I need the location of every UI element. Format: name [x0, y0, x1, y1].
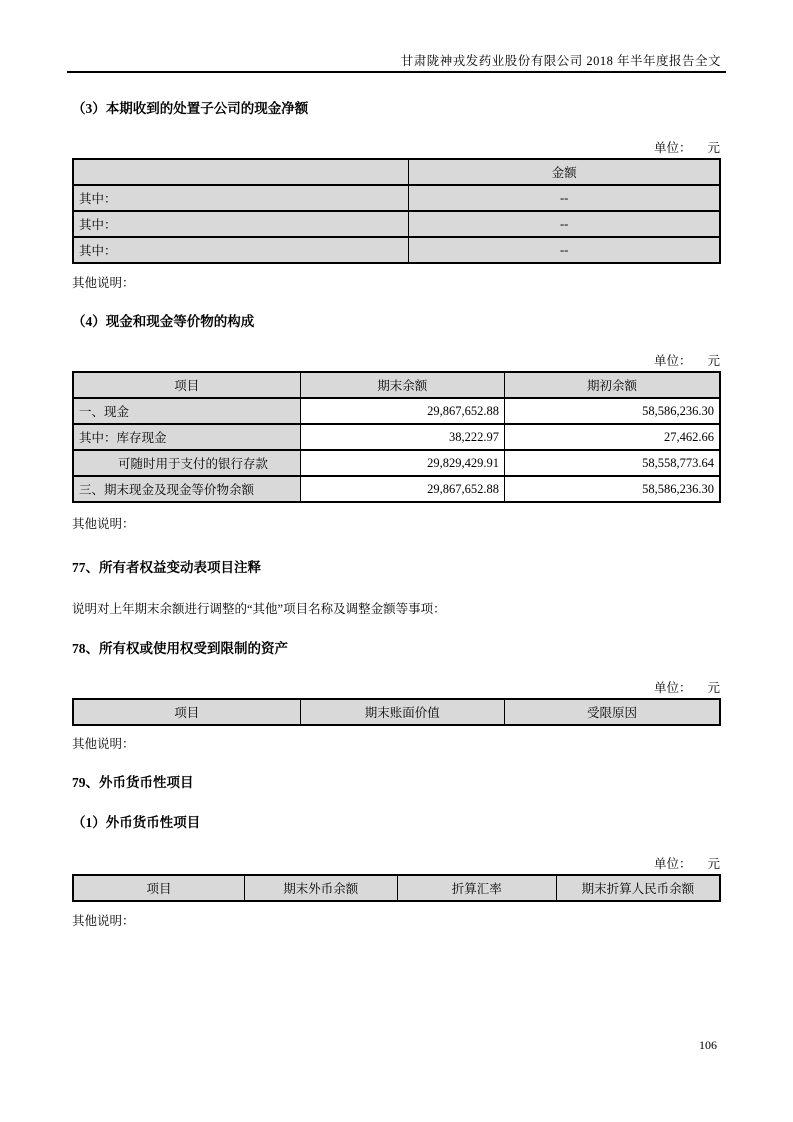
opening-balance-cell: 58,586,236.30 [505, 398, 720, 424]
row-label-cell: 其中： [73, 237, 409, 263]
other-notes-label: 其他说明： [72, 517, 135, 531]
table-row [73, 211, 720, 237]
section-77-body-text: 说明对上年期末余额进行调整的“其他”项目名称及调整金额等事项： [72, 602, 446, 616]
table-row [73, 185, 720, 211]
header-cell-book-value: 期末账面价值 [300, 699, 504, 725]
unit-line-section-3 [654, 138, 720, 156]
header-cell-item: 项目 [73, 372, 300, 398]
unit-value: 元 [707, 354, 720, 368]
row-label-cell: 可随时用于支付的银行存款 [73, 450, 300, 476]
page-number: 106 [699, 1038, 717, 1052]
unit-value: 元 [707, 857, 720, 871]
restricted-assets-table [72, 698, 721, 726]
table-row [73, 476, 720, 502]
section-79-subtitle: （1）外币货币性项目 [72, 815, 201, 830]
row-label-cell: 其中： [73, 211, 409, 237]
closing-balance-cell: 29,829,429.91 [300, 450, 504, 476]
unit-line-section-79 [654, 854, 720, 872]
table-row [73, 424, 720, 450]
closing-balance-cell: 29,867,652.88 [300, 476, 504, 502]
unit-line-section-4 [654, 351, 720, 369]
opening-balance-cell: 58,558,773.64 [505, 450, 720, 476]
unit-label: 单位： [653, 857, 692, 871]
row-value-cell: -- [409, 185, 720, 211]
unit-label: 单位： [653, 354, 692, 368]
header-divider [67, 71, 726, 73]
cash-equivalents-table [72, 371, 721, 503]
header-cell-rmb-balance: 期末折算人民币余额 [556, 875, 720, 901]
header-cell-restriction-reason: 受限原因 [505, 699, 720, 725]
section-3-title: （3）本期收到的处置子公司的现金净额 [72, 101, 309, 116]
closing-balance-cell: 29,867,652.88 [300, 398, 504, 424]
header-cell-exchange-rate: 折算汇率 [397, 875, 556, 901]
foreign-currency-table [72, 874, 721, 902]
other-notes-label: 其他说明： [72, 914, 135, 928]
header-cell-item: 项目 [73, 875, 244, 901]
unit-line-section-78 [654, 678, 720, 696]
disposal-cash-table [72, 158, 721, 264]
row-value-cell: -- [409, 237, 720, 263]
report-header-title: 甘肃陇神戎发药业股份有限公司 2018 年半年度报告全文 [400, 54, 721, 68]
opening-balance-cell: 27,462.66 [505, 424, 720, 450]
row-label-cell: 其中：库存现金 [73, 424, 300, 450]
table-row [73, 398, 720, 424]
row-value-cell: -- [409, 211, 720, 237]
row-label-cell: 三、期末现金及现金等价物余额 [73, 476, 300, 502]
other-notes-label: 其他说明： [72, 276, 135, 290]
unit-label: 单位： [653, 141, 692, 155]
table-header-row [73, 159, 720, 185]
header-cell-item: 项目 [73, 699, 300, 725]
table-header-row [73, 372, 720, 398]
section-79-title: 79、外币货币性项目 [72, 775, 194, 790]
unit-value: 元 [707, 141, 720, 155]
unit-value: 元 [707, 681, 720, 695]
row-label-cell: 一、现金 [73, 398, 300, 424]
opening-balance-cell: 58,586,236.30 [505, 476, 720, 502]
header-cell-amount: 金额 [409, 159, 720, 185]
table-row [73, 237, 720, 263]
closing-balance-cell: 38,222.97 [300, 424, 504, 450]
header-cell-closing-balance: 期末余额 [300, 372, 504, 398]
section-77-title: 77、所有者权益变动表项目注释 [72, 560, 261, 575]
row-label-cell: 其中： [73, 185, 409, 211]
header-cell-foreign-balance: 期末外币余额 [244, 875, 397, 901]
header-cell-empty [73, 159, 409, 185]
unit-label: 单位： [653, 681, 692, 695]
table-row [73, 450, 720, 476]
other-notes-label: 其他说明： [72, 737, 135, 751]
section-78-title: 78、所有权或使用权受到限制的资产 [72, 641, 288, 656]
table-header-row [73, 875, 720, 901]
section-4-title: （4）现金和现金等价物的构成 [72, 314, 255, 329]
header-cell-opening-balance: 期初余额 [505, 372, 720, 398]
table-header-row [73, 699, 720, 725]
